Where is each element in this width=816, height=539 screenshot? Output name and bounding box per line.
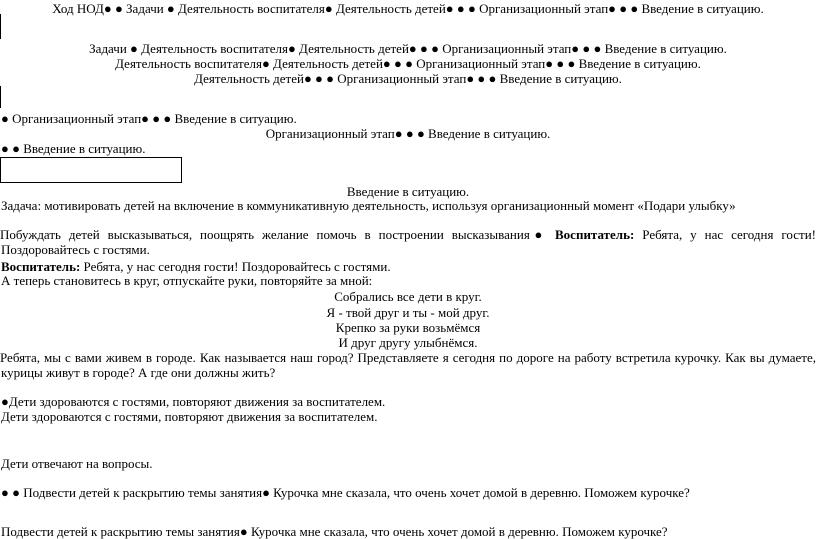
poem-line: И друг другу улыбнёмся. xyxy=(338,335,478,350)
outline-line: Деятельность воспитателя● Деятельность детей● ● ● Организационный этап● ● ● Введение в ситуацию. xyxy=(115,56,701,71)
table-border-line xyxy=(0,86,1,108)
paragraph-line: Подвести детей к раскрытию темы занятия● Курочка мне сказала, что очень хочет домой в деревню. Поможем курочке? xyxy=(1,524,668,539)
speaker-label: Воспитатель: xyxy=(555,227,635,242)
paragraph-line: ● ● Подвести детей к раскрытию темы занятия● Курочка мне сказала, что очень хочет домой в деревню. Поможем курочке? xyxy=(1,485,690,500)
task-text: Задача: мотивировать детей на включение в коммуникативную деятельность, используя организационный момент «Подари улыбку» xyxy=(1,198,736,213)
paragraph-line: ●Дети здороваются с гостями, повторяют движения за воспитателем. xyxy=(1,394,386,409)
poem-line: Я - твой друг и ты - мой друг. xyxy=(326,305,490,320)
poem-line: Собрались все дети в круг. xyxy=(334,289,482,304)
lesson-outline-header: Ход НОД● ● Задачи ● Деятельность воспитателя● Деятельность детей● ● ● Организационный этап● ● ● Введение в ситуацию. xyxy=(52,1,764,16)
section-heading: Введение в ситуацию. xyxy=(346,184,470,199)
paragraph-line: Побуждать детей высказываться, поощрять желание помочь в построении высказывания● Воспитатель: Ребята, у нас сегодня гости! xyxy=(0,227,816,242)
paragraph-line: курицы живут в городе? А где они должны жить? xyxy=(1,365,276,380)
table-cell-box xyxy=(0,157,182,183)
paragraph-line: Поздоровайтесь с гостями. xyxy=(1,242,150,257)
outline-line: Организационный этап● ● ● Введение в ситуацию. xyxy=(265,126,551,141)
table-border-line xyxy=(0,14,1,39)
poem-line: Крепко за руки возьмёмся xyxy=(335,320,481,335)
outline-line: Задачи ● Деятельность воспитателя● Деятельность детей● ● ● Организационный этап● ● ● Введение в ситуацию. xyxy=(89,41,727,56)
outline-line: Деятельность детей● ● ● Организационный этап● ● ● Введение в ситуацию. xyxy=(194,71,622,86)
outline-line: ● Организационный этап● ● ● Введение в ситуацию. xyxy=(1,111,297,126)
paragraph-line: А теперь становитесь в круг, отпускайте руки, повторяйте за мной: xyxy=(1,273,373,288)
paragraph-line: Ребята, мы с вами живем в городе. Как называется наш город? Представляете я сегодня по дороге на работу встретила курочку. Как вы думаете, xyxy=(0,350,816,365)
paragraph-line: Дети здороваются с гостями, повторяют движения за воспитателем. xyxy=(1,409,378,424)
paragraph-line: Воспитатель: Ребята, у нас сегодня гости! Поздоровайтесь с гостями. xyxy=(1,259,391,274)
speaker-label: Воспитатель: xyxy=(1,259,81,274)
paragraph-line: Дети отвечают на вопросы. xyxy=(1,456,153,471)
outline-line: ● ● Введение в ситуацию. xyxy=(1,141,146,156)
